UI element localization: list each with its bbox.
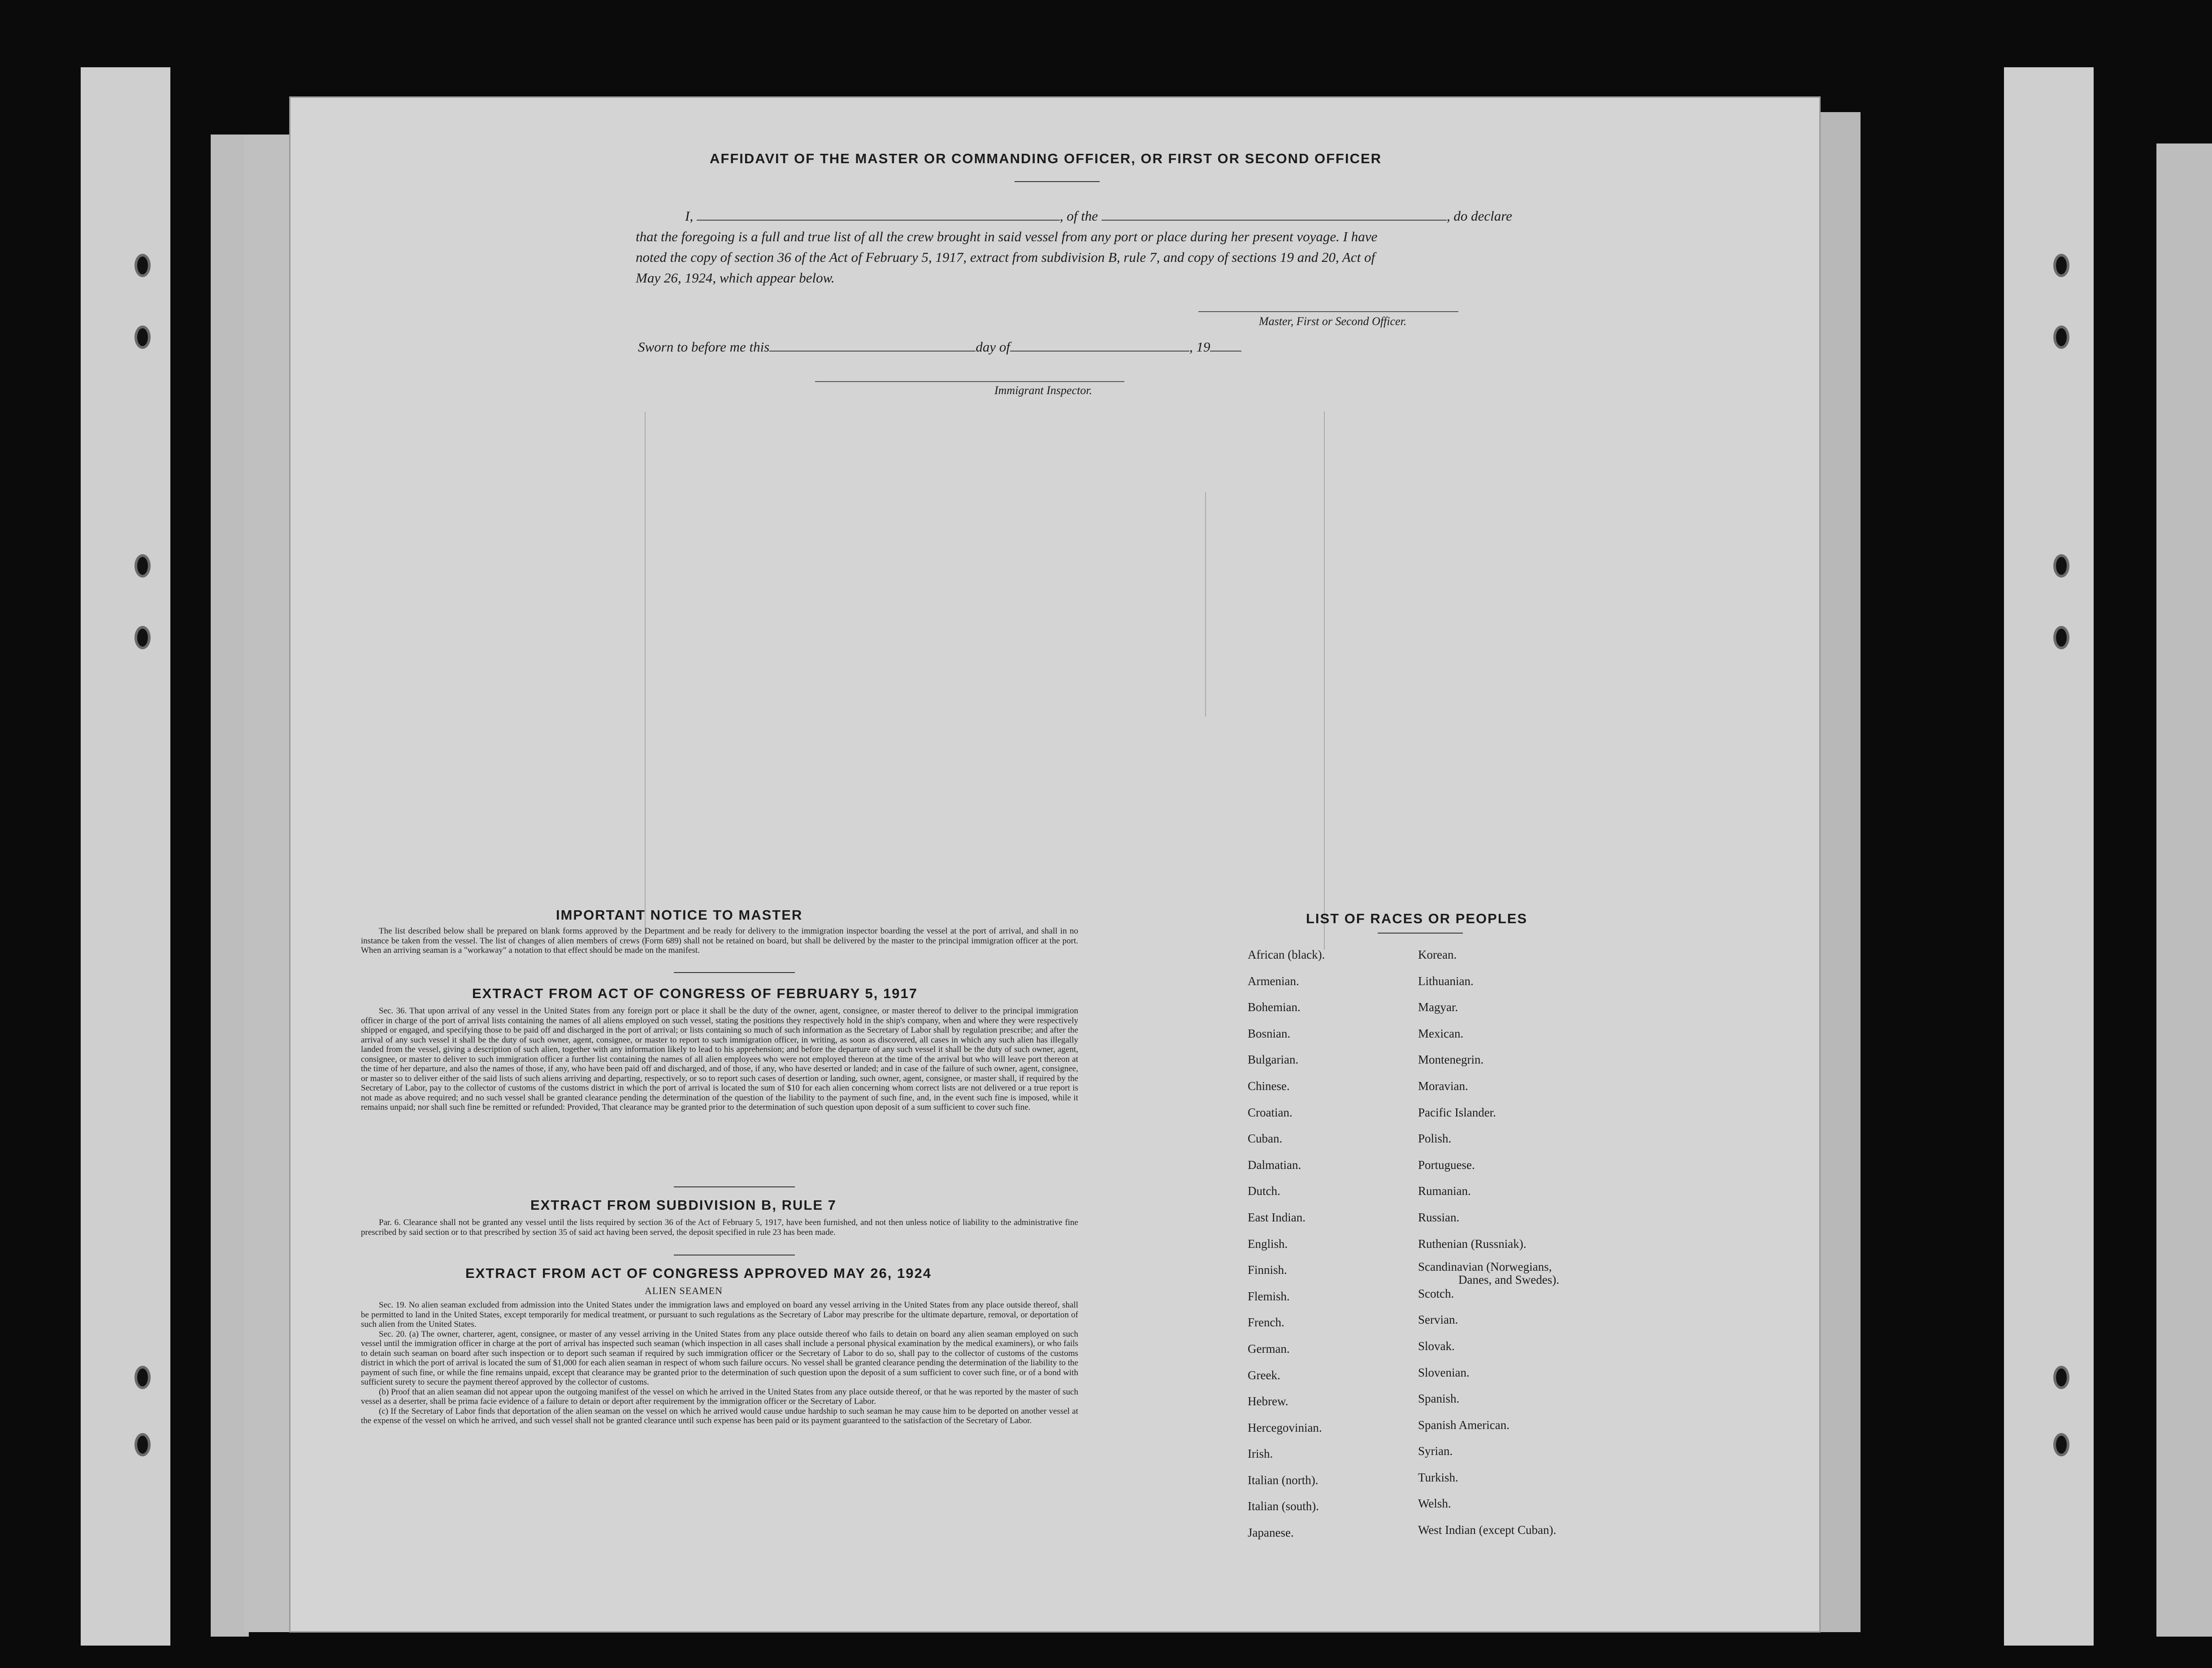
race-item: Italian (south). — [1248, 1499, 1319, 1513]
inspector-line — [815, 381, 1124, 382]
extract-1917-body — [361, 1006, 1078, 1112]
binder-hole — [134, 254, 151, 277]
race-item — [1418, 1260, 1559, 1287]
binder-hole — [2053, 626, 2069, 649]
guide-tick — [645, 412, 646, 950]
binder-hole — [2053, 1366, 2069, 1389]
signature-label: Master, First or Second Officer. — [1259, 315, 1407, 328]
binder-hole — [134, 326, 151, 349]
race-item: Syrian. — [1418, 1444, 1453, 1458]
binder-hole — [2053, 254, 2069, 277]
race-item: Welsh. — [1418, 1497, 1451, 1511]
right-film-strip — [2004, 67, 2094, 1646]
race-item: Korean. — [1418, 948, 1457, 961]
race-item: Dalmatian. — [1248, 1158, 1301, 1172]
section-20b: (b) Proof that an alien seaman did not appear upon the outgoing manifest of the vessel on which he arrived in the United States from any place outside thereof, or that he was reported by the master of such vessel as a deserter, shall be prima facie evidence of a failure to detain or deport after requirement by the immigration officer or the Secretary of Labor. — [361, 1387, 1078, 1406]
race-item: African (black). — [1248, 948, 1325, 961]
rule7-title: EXTRACT FROM SUBDIVISION B, RULE 7 — [530, 1197, 837, 1213]
race-item: Bulgarian. — [1248, 1053, 1299, 1067]
race-item: Servian. — [1418, 1313, 1458, 1327]
race-item: French. — [1248, 1316, 1284, 1329]
notice-paragraph: The list described below shall be prepared on blank forms approved by the Department and be ready for delivery to the immigration inspector boarding the vessel at the port of arrival, and shall in no instance be taken from the vessel. The list of changes of alien members of crews (Form 689) shall not be retained on board, but shall be delivered by the master to the principal immigration officer at the port. When an arriving seaman is a "workaway" a notation to that effect should be made on the manifest. — [361, 926, 1078, 955]
section-20c: (c) If the Secretary of Labor finds that deportation of the alien seaman on the vessel on which he arrived would cause undue hardship to such seaman he may cause him to be deported on another vessel at the expense of the vessel on which he arrived, and such vessel shall not be granted clearance until such expense has been paid or its payment guaranteed to the satisfaction of the Secretary of Labor. — [361, 1406, 1078, 1425]
race-item: Dutch. — [1248, 1184, 1280, 1198]
race-item: Mexican. — [1418, 1026, 1464, 1040]
binder-hole — [2053, 554, 2069, 578]
affidavit-of-the: , of the — [1059, 208, 1098, 224]
rule7-body — [361, 1218, 1078, 1237]
binder-hole — [2053, 326, 2069, 349]
notice-title: IMPORTANT NOTICE TO MASTER — [556, 907, 803, 923]
month-blank[interactable] — [1010, 340, 1189, 352]
race-item: Magyar. — [1418, 1000, 1458, 1014]
race-item: Hebrew. — [1248, 1394, 1288, 1408]
notice-body — [361, 926, 1078, 956]
divider — [1015, 181, 1100, 182]
affidavit-line-2: that the foregoing is a full and true list of all the crew brought in said vessel from any port or place during her present voyage. I have — [636, 229, 1378, 244]
race-item: Polish. — [1418, 1132, 1452, 1146]
race-item: Bosnian. — [1248, 1026, 1291, 1040]
extract-1917-title: EXTRACT FROM ACT OF CONGRESS OF FEBRUARY 5, 1917 — [472, 986, 918, 1001]
guide-tick — [1205, 492, 1206, 717]
binder-hole — [2053, 1433, 2069, 1456]
binder-hole — [134, 1433, 151, 1456]
race-item-scandinavian-cont: Danes, and Swedes). — [1458, 1273, 1559, 1287]
sworn-line — [638, 339, 1241, 355]
race-item: Portuguese. — [1418, 1158, 1475, 1172]
race-item: Hercegovinian. — [1248, 1420, 1322, 1434]
affidavit-i: I, — [685, 208, 694, 224]
race-item: Russian. — [1418, 1210, 1460, 1224]
race-item: Finnish. — [1248, 1263, 1287, 1277]
race-item: Moravian. — [1418, 1079, 1468, 1093]
race-item: Spanish. — [1418, 1392, 1460, 1406]
page-edge — [244, 135, 294, 1632]
race-item: Slovenian. — [1418, 1365, 1470, 1379]
race-item: Montenegrin. — [1418, 1053, 1484, 1067]
left-inner-strip — [211, 135, 249, 1637]
race-item: Chinese. — [1248, 1079, 1290, 1093]
affidavit-title: AFFIDAVIT OF THE MASTER OR COMMANDING OFFICER, OR FIRST OR SECOND OFFICER — [710, 151, 1382, 166]
affidavit-declare: , do declare — [1446, 208, 1512, 224]
section-20a: Sec. 20. (a) The owner, charterer, agent, consignee, or master of any vessel arriving in the United States from any place outside thereof who fails to detain on board any alien seaman employed on such vessel until the immigration officer in charge at the port of arrival has inspected such seaman (which inspection in all cases shall include a personal physical examination by the medical examiners), or who fails to detain such seaman on board after such inspection or to deport such seaman if required by such immigration officer or the Secretary of Labor to do so, shall pay to the collector of customs of the customs district in which the port of arrival is located the sum of $1,000 for each alien seaman in respect of whom such failure occurs. No vessel shall be granted clearance pending the determination of the liability to the payment of such fine, or while the fine remains unpaid, except that clearance may be granted prior to the determination of such question upon the deposit of a sum sufficient to cover such fine, or of a bond with sufficient surety to secure the payment thereof approved by the collector of customs. — [361, 1329, 1078, 1387]
race-item: Cuban. — [1248, 1132, 1283, 1146]
paragraph-6: Par. 6. Clearance shall not be granted any vessel until the lists required by section 36 of the Act of February 5, 1917, have been furnished, and not then unless notice of liability to the administrative fine prescribed by said section or to that prescribed by section 35 of said act having been served, the deposit specified in rule 23 has been made. — [361, 1218, 1078, 1237]
race-item: English. — [1248, 1237, 1288, 1251]
inspector-label: Immigrant Inspector. — [994, 384, 1093, 397]
race-item: Rumanian. — [1418, 1184, 1471, 1198]
race-item: Greek. — [1248, 1368, 1280, 1382]
right-inner-strip — [2156, 143, 2212, 1637]
divider — [674, 1186, 795, 1187]
affidavit-line-1 — [685, 208, 1512, 224]
section-36: Sec. 36. That upon arrival of any vessel in the United States from any foreign port or place it shall be the duty of the owner, agent, consignee, or master thereof to deliver to the principal immigration officer in charge of the port of arrival lists containing the names of all aliens employed on such vessel, stating the positions they respectively hold in the ship's company, when and where they were respectively shipped or engaged, and specifying those to be paid off and discharged in the port of arrival; or lists containing so much of such information as the Secretary of Labor shall by regulation prescribe; and after the arrival of any such vessel it shall be the duty of such owner, agent, consignee, or master to report to such immigration officer, in writing, as soon as discovered, all cases in which any such alien has illegally landed from the vessel, giving a description of such alien, together with any information likely to lead to his apprehension; and before the departure of any such vessel it shall be the duty of such owner, agent, consignee, or master to deliver to such immigration officer a further list containing the names of all alien employees who were not employed thereon at the time of the arrival but who will leave port thereon at the time of her departure, and also the names of those, if any, who have been paid off and discharged, and of those, if any, who have deserted or landed; and in case of the failure of such owner, agent, consignee, or master so to deliver either of the said lists of such aliens arriving and departing, respectively, or so to report such cases of desertion or landing, such owner, agent, consignee, or master shall, if required by the Secretary of Labor, pay to the collector of customs of the customs district in which the port of arrival is located the sum of $10 for each alien concerning whom correct lists are not delivered or a true report is not made as above required; and no such vessel shall be granted clearance pending the determination of the question of the liability to the payment of such fine, and, in the event such fine is imposed, while it remains unpaid; nor shall such fine be remitted or refunded: Provided, That clearance may be granted prior to the determination of such question upon deposit of a sum sufficient to cover such fine. — [361, 1006, 1078, 1112]
sworn-text: Sworn to before me this — [638, 339, 770, 355]
extract-1924-body — [361, 1300, 1078, 1426]
day-blank[interactable] — [769, 340, 976, 352]
race-item: Spanish American. — [1418, 1418, 1509, 1432]
affidavit-line-3: noted the copy of section 36 of the Act of February 5, 1917, extract from subdivision B, rule 7, and copy of sections 19 and 20, Act of — [636, 249, 1375, 265]
year-blank[interactable] — [1210, 340, 1241, 352]
race-item: Armenian. — [1248, 974, 1299, 988]
extract-1924-title: EXTRACT FROM ACT OF CONGRESS APPROVED MAY 26, 1924 — [465, 1265, 932, 1281]
race-item: Lithuanian. — [1418, 974, 1474, 988]
manifest-page — [291, 98, 1819, 1631]
race-item: East Indian. — [1248, 1210, 1306, 1224]
alien-seamen-subtitle: ALIEN SEAMEN — [645, 1285, 723, 1296]
name-blank[interactable] — [697, 209, 1060, 221]
divider — [1378, 933, 1463, 934]
race-item: Croatian. — [1248, 1105, 1293, 1119]
race-item: Ruthenian (Russniak). — [1418, 1237, 1527, 1251]
race-item: Japanese. — [1248, 1526, 1294, 1540]
race-item: Bohemian. — [1248, 1000, 1301, 1014]
race-item: Pacific Islander. — [1418, 1105, 1496, 1119]
races-column-2 — [1418, 948, 1559, 1550]
year-text: , 19 — [1189, 339, 1210, 355]
divider — [674, 972, 795, 973]
section-19: Sec. 19. No alien seaman excluded from admission into the United States under the immigration laws and employed on board any vessel arriving in the United States from any place outside thereof, shall be permitted to land in the United States, except temporarily for medical treatment, or pursuant to such regulations as the Secretary of Labor may prescribe for the ultimate departure, removal, or deportation of such alien from the United States. — [361, 1300, 1078, 1329]
binder-hole — [134, 1366, 151, 1389]
binder-hole — [134, 554, 151, 578]
race-item: Turkish. — [1418, 1470, 1458, 1484]
signature-line — [1198, 311, 1458, 312]
race-item: Italian (north). — [1248, 1473, 1319, 1487]
race-item: West Indian (except Cuban). — [1418, 1523, 1557, 1537]
race-item-scandinavian: Scandinavian (Norwegians, — [1418, 1260, 1552, 1274]
race-item: Irish. — [1248, 1447, 1273, 1461]
race-item: Flemish. — [1248, 1289, 1290, 1303]
race-item: Slovak. — [1418, 1339, 1455, 1353]
affidavit-line-4: May 26, 1924, which appear below. — [636, 270, 835, 286]
race-item: Scotch. — [1418, 1286, 1454, 1300]
day-of-text: day of — [976, 339, 1010, 355]
guide-tick — [1324, 412, 1325, 950]
vessel-blank[interactable] — [1102, 209, 1447, 221]
left-film-strip — [81, 67, 170, 1646]
races-column-1 — [1248, 948, 1325, 1552]
binder-hole — [134, 626, 151, 649]
race-item: German. — [1248, 1342, 1290, 1355]
races-title: LIST OF RACES OR PEOPLES — [1306, 911, 1528, 926]
